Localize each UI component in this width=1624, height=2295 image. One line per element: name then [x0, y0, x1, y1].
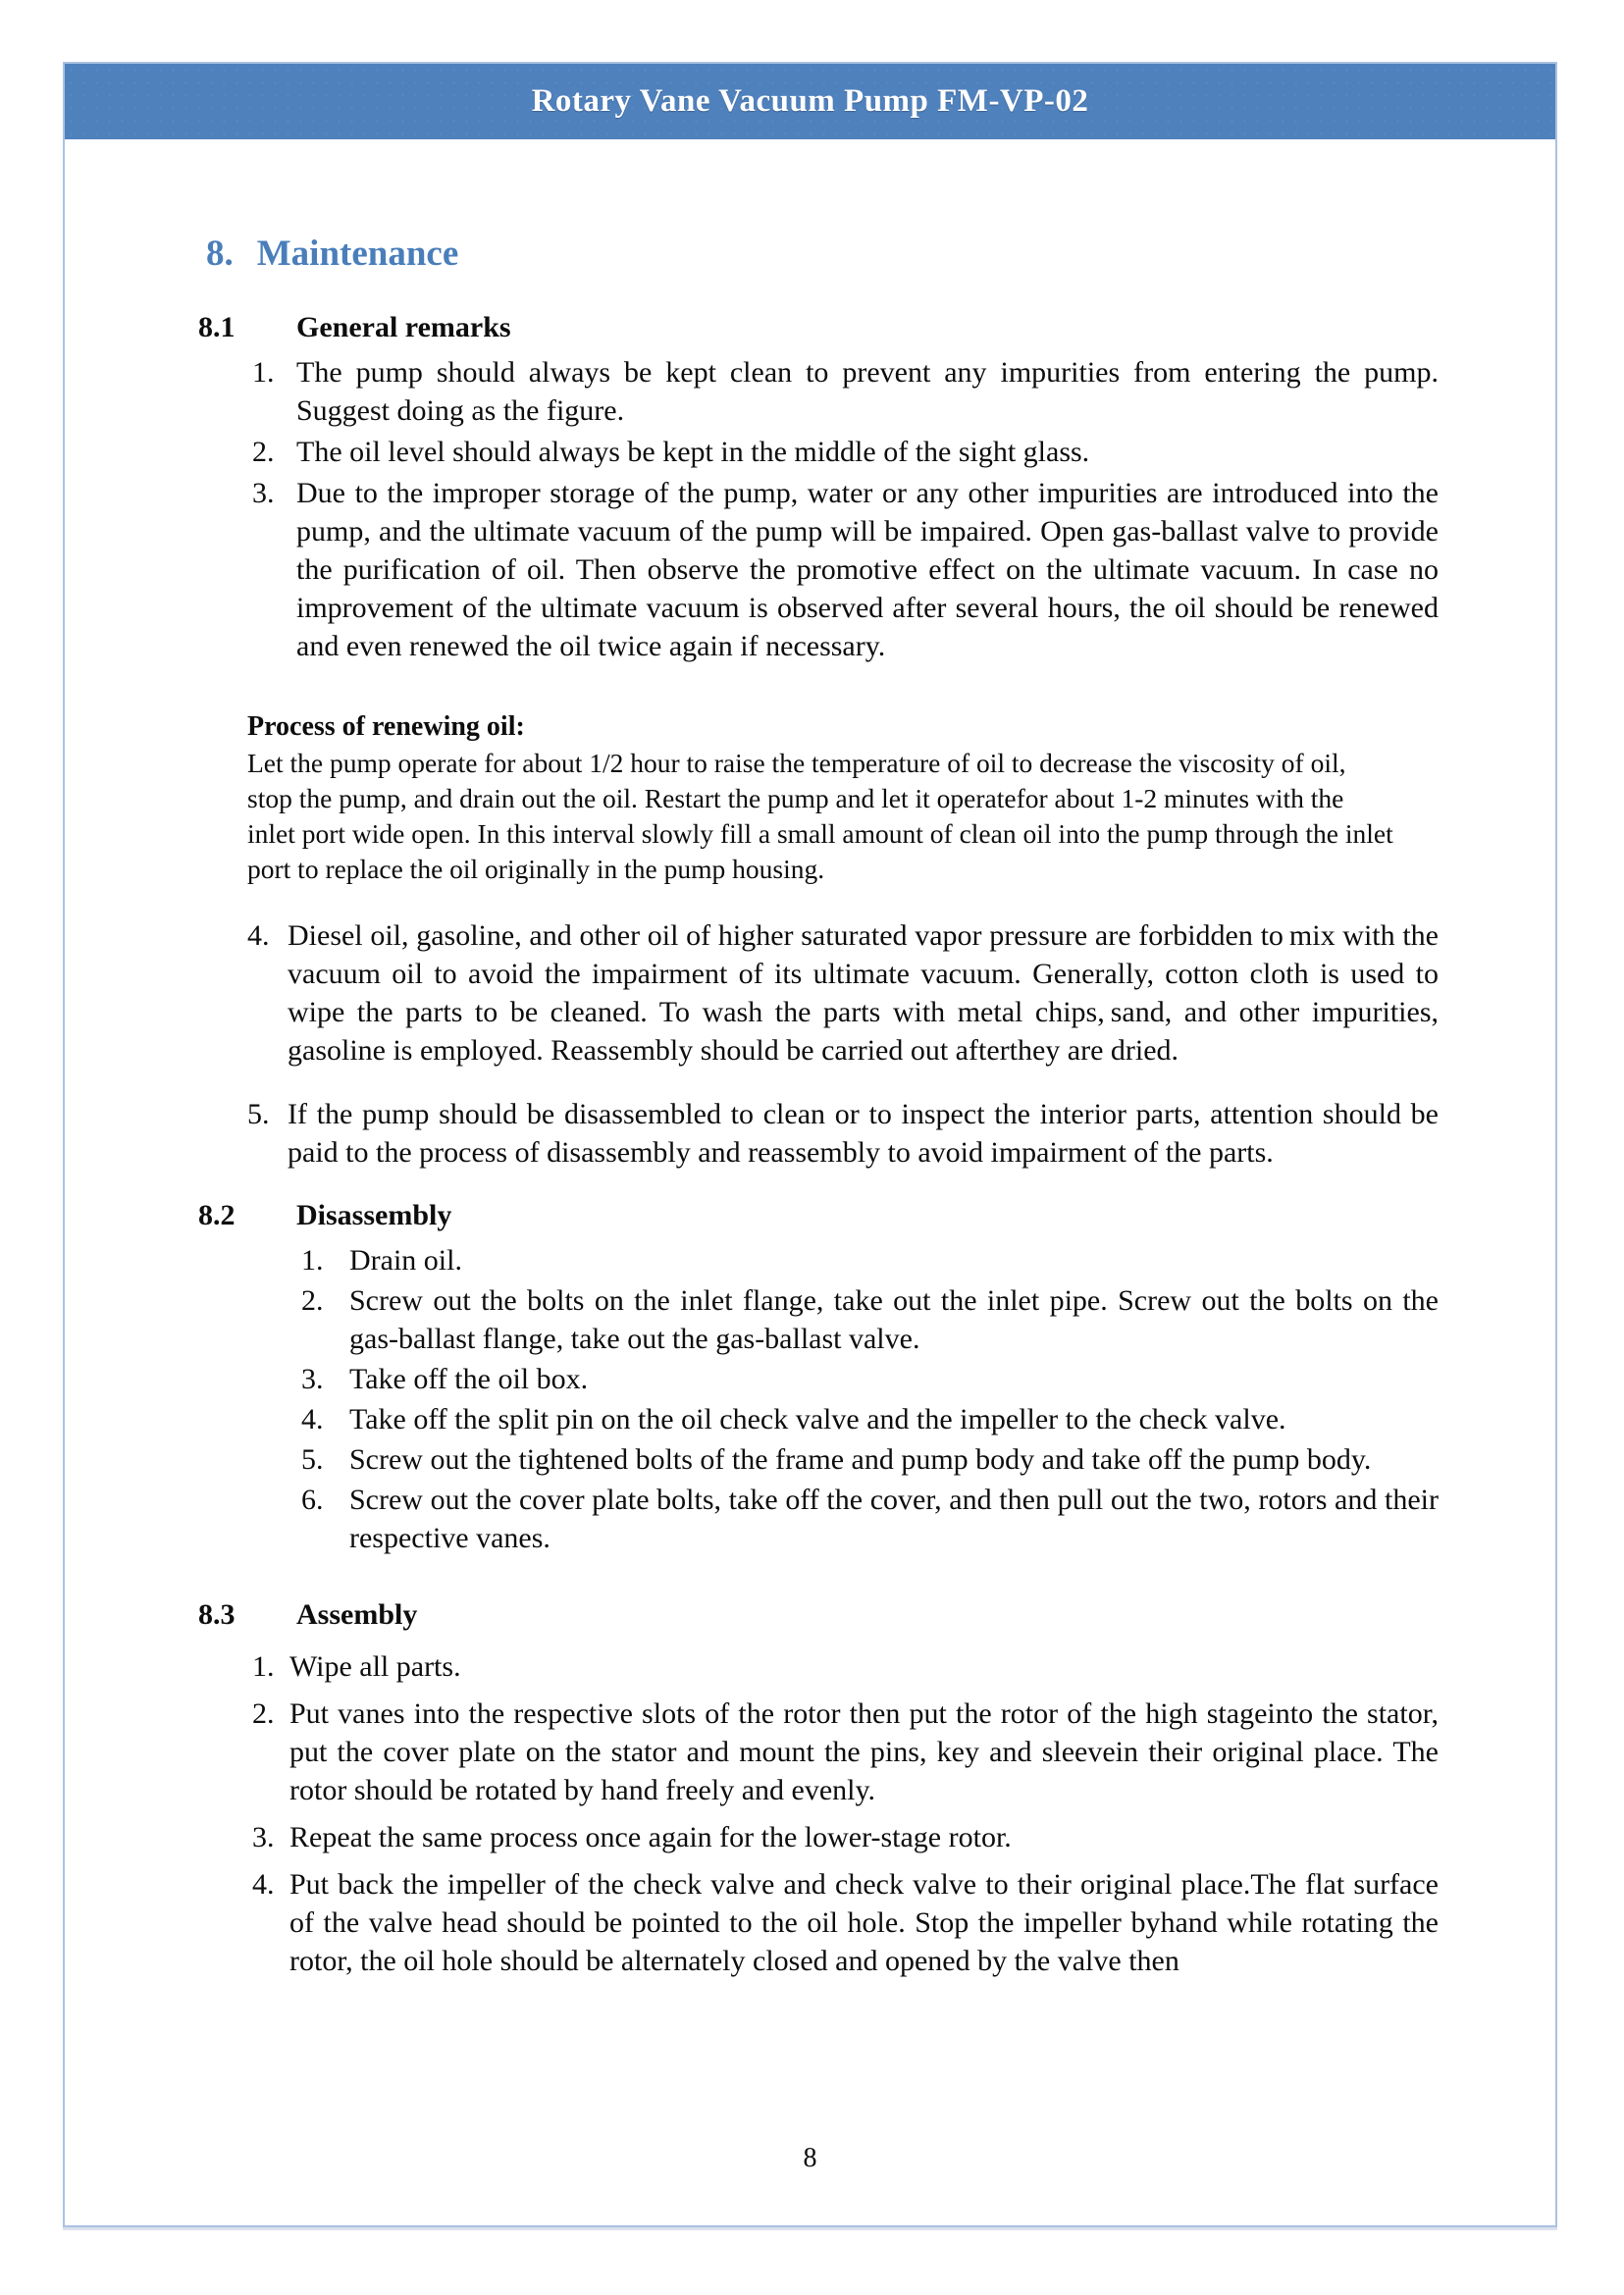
section-heading [198, 309, 1439, 346]
list-item [198, 1647, 1439, 1686]
list-item-number: 5. [247, 1098, 270, 1131]
section-title: Disassembly [296, 1199, 452, 1232]
list-item [198, 1695, 1439, 1809]
list-item-number: 2. [301, 1284, 324, 1318]
list-item [198, 353, 1439, 430]
page-title [206, 233, 1439, 276]
document-header-bar [65, 64, 1555, 139]
general-remarks-list [198, 353, 1439, 665]
list-item-number: 4. [301, 1403, 324, 1436]
list-item-number: 4. [252, 1868, 275, 1902]
list-item-number: 3. [252, 477, 275, 510]
list-item [198, 1281, 1439, 1358]
list-item-number: 1. [252, 356, 275, 390]
list-item-text: Take off the split pin on the oil check valve and the impeller to the check valve. [349, 1403, 1286, 1436]
list-item-text: Drain oil. [349, 1244, 462, 1278]
document-page [63, 62, 1557, 2227]
list-item [198, 1241, 1439, 1279]
list-item [198, 1865, 1439, 1980]
list-item-text: The oil level should always be kept in the middle of the sight glass. [296, 436, 1090, 469]
section-number: 8.3 [198, 1598, 236, 1632]
general-remarks-list-continued [198, 916, 1439, 1172]
list-item-number: 1. [301, 1244, 324, 1278]
list-item [198, 916, 1439, 1069]
list-item-text: Screw out the bolts on the inlet flange, take out the inlet pipe. Screw out the bolts on the gas-ballast flange, take out the gas-ballast valve. [349, 1284, 1439, 1356]
document-content [65, 233, 1555, 1980]
list-item-text: Put back the impeller of the check valve and check valve to their original place.The flat surface of the valve head should be pointed to the oil hole. Stop the impeller byhand while rotating the rotor, the oil hole should be alternately closed and opened by the valve then [289, 1868, 1439, 1978]
process-heading: Process of renewing oil: [247, 711, 525, 743]
section-title: General remarks [296, 311, 511, 344]
document-title: Rotary Vane Vacuum Pump FM-VP-02 [531, 83, 1089, 119]
list-item-text: Repeat the same process once again for the lower-stage rotor. [289, 1821, 1012, 1854]
list-item [198, 1400, 1439, 1438]
page-title-number: 8. [206, 234, 234, 274]
page-title-text: Maintenance [256, 234, 459, 274]
list-item-text: Due to the improper storage of the pump, water or any other impurities are introduced into the pump, and the ultimate vacuum of the pump will be impaired. Open gas-ballast valve to provide the purification of oil. Then observe the promotive effect on the ultimate vacuum. In case no improvement of the ultimate vacuum is observed after several hours, the oil should be renewed and even renewed the oil twice again if necessary. [296, 477, 1439, 663]
list-item-text: Wipe all parts. [289, 1650, 461, 1684]
section-heading [198, 1197, 1439, 1234]
list-item-text: Screw out the cover plate bolts, take off the cover, and then pull out the two, rotors and their respective vanes. [349, 1484, 1439, 1555]
list-item [198, 1818, 1439, 1856]
list-item-text: If the pump should be disassembled to clean or to inspect the interior parts, attention should be paid to the process of disassembly and reassembly to avoid impairment of the parts. [288, 1098, 1439, 1170]
list-item-text: Put vanes into the respective slots of the rotor then put the rotor of the high stageinto the stator, put the cover plate on the stator and mount the pins, key and sleevein their original place. The rotor should be rotated by hand freely and evenly. [289, 1697, 1439, 1807]
section-title: Assembly [296, 1598, 418, 1632]
section-number: 8.2 [198, 1199, 236, 1232]
section-disassembly [198, 1197, 1439, 1557]
list-item-number: 1. [252, 1650, 275, 1684]
process-body-text: Let the pump operate for about 1/2 hour to raise the temperature of oil to decrease the viscosity of oil, stop the pump, and drain out the oil. Restart the pump and let it operatefor about 1-2 minutes with the inlet port wide open. In this interval slowly fill a small amount of clean oil into the pump through the inlet port to replace the oil originally in the pump housing. [247, 748, 1393, 885]
list-item [198, 1095, 1439, 1172]
section-general-remarks [198, 309, 1439, 1172]
section-assembly [198, 1596, 1439, 1980]
list-item-number: 3. [252, 1821, 275, 1854]
list-item-number: 3. [301, 1363, 324, 1396]
list-item-number: 2. [252, 436, 275, 469]
list-item-text: Screw out the tightened bolts of the frame and pump body and take off the pump body. [349, 1443, 1372, 1477]
list-item [198, 1481, 1439, 1557]
list-item-number: 5. [301, 1443, 324, 1477]
list-item [198, 1360, 1439, 1398]
section-number: 8.1 [198, 311, 236, 344]
process-of-renewing-oil [247, 708, 1395, 887]
list-item-number: 2. [252, 1697, 275, 1731]
list-item-text: Take off the oil box. [349, 1363, 589, 1396]
list-item [198, 1440, 1439, 1479]
disassembly-list [198, 1241, 1439, 1557]
page-number: 8 [803, 2143, 817, 2173]
assembly-list [198, 1647, 1439, 1980]
section-heading [198, 1596, 1439, 1634]
list-item-number: 4. [247, 919, 270, 953]
list-item [198, 474, 1439, 665]
list-item-number: 6. [301, 1484, 324, 1517]
list-item-text: Diesel oil, gasoline, and other oil of higher saturated vapor pressure are forbidden to mix with the vacuum oil to avoid the impairment of its ultimate vacuum. Generally, cotton cloth is used to wipe the parts to be cleaned. To wash the parts with metal chips, sand, and other impurities, gasoline is employed. Reassembly should be carried out afterthey are dried. [288, 919, 1439, 1068]
list-item-text: The pump should always be kept clean to prevent any impurities from entering the pump. Suggest doing as the figure. [296, 356, 1439, 428]
list-item [198, 433, 1439, 471]
